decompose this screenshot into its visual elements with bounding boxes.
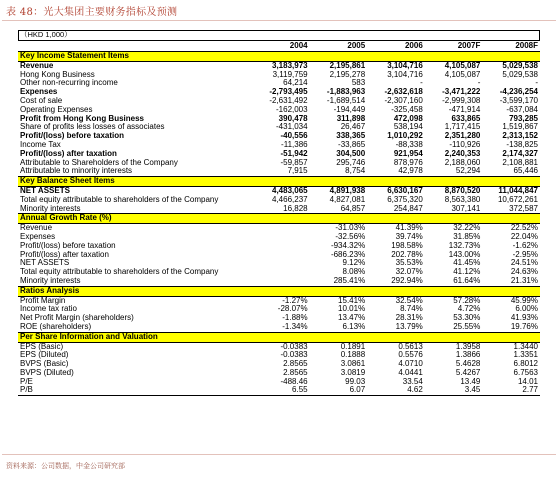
table-row	[18, 351, 540, 360]
row-label: NET ASSETS	[20, 186, 70, 195]
cell-value: 295,746	[336, 158, 366, 167]
row-label: Cost of sale	[20, 96, 63, 105]
cell-value: -0.0383	[280, 342, 308, 351]
table-row	[18, 323, 540, 332]
cell-value: -28.07%	[277, 305, 308, 314]
cell-value: 6.13%	[342, 322, 366, 331]
cell-value: 1,010,292	[387, 132, 423, 141]
section-header-row	[18, 332, 540, 342]
cell-value: 99.03	[345, 377, 366, 386]
cell-value: 4.0441	[398, 368, 423, 377]
year-header: 2004	[289, 41, 308, 50]
cell-value: 41.12%	[453, 268, 481, 277]
cell-value: 6.07	[310, 386, 368, 395]
cell-value: 10.01%	[338, 305, 366, 314]
cell-value: -1.88%	[282, 314, 308, 323]
cell-value: 4,483,065	[272, 186, 308, 195]
table-row	[18, 233, 540, 242]
cell-value: -2,631,492	[269, 96, 308, 105]
cell-value: -2,632,618	[384, 88, 423, 97]
table-row	[18, 277, 540, 286]
cell-value: 198.58%	[391, 241, 423, 250]
cell-value: 1,519,867	[502, 123, 538, 132]
cell-value: 5.4628	[455, 360, 481, 369]
cell-value	[252, 277, 310, 286]
cell-value: 4,105,087	[444, 70, 481, 79]
cell-value: 25.55%	[453, 322, 481, 331]
section-header-row	[18, 214, 540, 224]
cell-value: 338,365	[336, 132, 366, 141]
cell-value: -	[535, 79, 538, 88]
cell-value: 10,672,261	[497, 195, 538, 204]
cell-value	[252, 251, 310, 260]
row-label: Attributable to minority interests	[20, 167, 133, 176]
cell-value: 7,915	[287, 167, 308, 176]
cell-value: 472,098	[393, 114, 423, 123]
cell-value: 6.8012	[513, 360, 538, 369]
row-label: P/B	[18, 386, 252, 395]
cell-value: 16,828	[283, 204, 308, 213]
row-label: Profit/(loss) after taxation	[20, 250, 109, 259]
section-header-row	[18, 52, 540, 62]
row-label: BVPS (Diluted)	[20, 368, 74, 377]
cell-value: 4,466,237	[272, 195, 308, 204]
row-label: Profit/(loss) before taxation	[20, 132, 125, 141]
cell-value: 19.76%	[510, 322, 538, 331]
cell-value: 64,857	[340, 204, 366, 213]
cell-value: 22.52%	[510, 223, 538, 233]
cell-value: 61.64%	[453, 276, 481, 285]
row-label: Minority interests	[20, 204, 81, 213]
cell-value: 45.99%	[510, 296, 538, 305]
table-row	[18, 150, 540, 159]
cell-value: 6.00%	[515, 305, 538, 314]
cell-value: 2,313,152	[502, 132, 538, 141]
row-label: NET ASSETS	[20, 259, 70, 268]
year-header: 2006	[404, 41, 423, 50]
table-row	[18, 242, 540, 251]
cell-value: -11,386	[281, 140, 308, 149]
table-row	[18, 296, 540, 305]
cell-value: -4,236,254	[499, 88, 538, 97]
cell-value: -686.23%	[330, 250, 366, 259]
row-label: Profit/(loss) before taxation	[20, 241, 116, 250]
table-row	[18, 159, 540, 168]
cell-value: 64,214	[283, 79, 308, 88]
cell-value: 2.8565	[283, 368, 308, 377]
table-row	[18, 224, 540, 233]
cell-value: 1.3958	[455, 342, 481, 351]
row-label: Operating Expenses	[20, 105, 93, 114]
cell-value: 42,978	[398, 167, 423, 176]
cell-value: -32.56%	[335, 232, 366, 241]
table-title: 表 48：光大集团主要财务指标及预测	[6, 7, 178, 18]
section-header-row	[18, 177, 540, 187]
row-label: Share of profits less losses of associates	[20, 123, 165, 132]
table-row	[18, 186, 540, 195]
cell-value: -1,689,514	[326, 96, 366, 105]
row-label: Total equity attributable to shareholders of the Company	[20, 268, 219, 277]
cell-value: 202.78%	[391, 250, 423, 259]
cell-value: 22.04%	[510, 232, 538, 241]
cell-value: 41.45%	[453, 259, 481, 268]
cell-value	[252, 268, 310, 277]
cell-value: -1,883,963	[326, 88, 366, 97]
cell-value: 292.94%	[391, 276, 423, 285]
section-header: Key Balance Sheet Items	[18, 177, 540, 187]
cell-value: 6.7563	[513, 368, 538, 377]
cell-value: 41.39%	[395, 223, 423, 233]
cell-value: 6,630,167	[387, 186, 423, 195]
cell-value: 304,500	[336, 149, 366, 158]
cell-value: -31.03%	[335, 223, 366, 233]
cell-value: -2,793,495	[269, 88, 308, 97]
cell-value: 4,891,938	[329, 186, 366, 195]
row-label: Expenses	[20, 232, 56, 241]
row-label: Income Tax	[20, 140, 61, 149]
row-label: Hong Kong Business	[20, 70, 95, 79]
cell-value: -88,338	[395, 140, 423, 149]
cell-value	[252, 224, 310, 233]
row-label: Minority interests	[20, 276, 81, 285]
cell-value: 4,827,081	[329, 195, 366, 204]
cell-value: 5,029,538	[502, 70, 538, 79]
cell-value: 793,285	[509, 114, 538, 123]
cell-value: 583	[351, 79, 366, 88]
table-row	[18, 369, 540, 378]
cell-value: 3,183,973	[272, 61, 308, 70]
year-header: 2007F	[457, 41, 481, 50]
cell-value: 13.47%	[338, 314, 366, 323]
unit-box	[18, 30, 540, 40]
cell-value: -431,034	[276, 123, 308, 132]
cell-value: 372,587	[509, 204, 538, 213]
table-row	[18, 71, 540, 80]
cell-value: -194,449	[333, 105, 366, 114]
cell-value: 13.49	[460, 377, 481, 386]
row-label: Profit/(loss) after taxation	[20, 149, 117, 158]
cell-value: -934.32%	[330, 241, 366, 250]
cell-value: 32.54%	[395, 296, 423, 305]
cell-value: -110,926	[449, 140, 481, 149]
cell-value: -488.46	[280, 377, 308, 386]
table-row	[18, 88, 540, 97]
table-row	[18, 132, 540, 141]
cell-value: 2.8565	[283, 360, 308, 369]
cell-value: 143.00%	[448, 250, 481, 259]
table-row	[18, 314, 540, 323]
section-header: Per Share Information and Valuation	[18, 332, 540, 342]
cell-value: -1.34%	[282, 322, 308, 331]
cell-value: -33,865	[338, 140, 366, 149]
cell-value: 4.0710	[398, 360, 423, 369]
cell-value: 2,195,278	[329, 70, 366, 79]
row-label: Net Profit Margin (shareholders)	[20, 314, 134, 323]
cell-value: 390,478	[278, 114, 308, 123]
cell-value: 254,847	[393, 204, 423, 213]
cell-value: -162,003	[276, 105, 308, 114]
cell-value: 0.5613	[398, 342, 423, 351]
row-label: P/E	[20, 377, 33, 386]
cell-value: 11,044,847	[498, 186, 538, 195]
cell-value	[252, 242, 310, 251]
cell-value: 4.72%	[457, 305, 481, 314]
cell-value: -471,914	[448, 105, 481, 114]
cell-value: 31.85%	[453, 232, 481, 241]
cell-value: -0.0383	[280, 351, 308, 360]
table-row	[18, 167, 540, 176]
table-row	[18, 205, 540, 214]
row-label: Revenue	[20, 223, 53, 233]
row-label: Profit from Hong Kong Business	[20, 114, 144, 123]
cell-value: -40,556	[280, 132, 308, 141]
cell-value: -325,458	[391, 105, 423, 114]
cell-value: -2,307,160	[384, 96, 423, 105]
cell-value: -	[477, 79, 481, 88]
cell-value: 35.53%	[395, 259, 423, 268]
source-note: 资料来源：公司数据，中金公司研究部	[6, 462, 125, 470]
cell-value: 39.74%	[395, 232, 423, 241]
cell-value: 2,174,327	[502, 149, 538, 158]
cell-value: 307,141	[451, 204, 481, 213]
cell-value: 28.31%	[395, 314, 423, 323]
row-label: Income tax ratio	[20, 305, 77, 314]
cell-value	[252, 233, 310, 242]
cell-value: 0.5576	[398, 351, 423, 360]
cell-value: 2.77	[482, 386, 540, 395]
section-header: Key Income Statement Items	[18, 52, 540, 62]
cell-value: 5.4267	[455, 368, 481, 377]
table-row	[18, 196, 540, 205]
cell-value: 15.41%	[338, 296, 366, 305]
row-label: Profit Margin	[20, 296, 66, 305]
cell-value	[252, 259, 310, 268]
cell-value: 3,104,716	[387, 70, 423, 79]
cell-value: 4,105,087	[444, 61, 481, 70]
cell-value: 8,563,380	[444, 195, 481, 204]
cell-value: 1.3351	[513, 351, 538, 360]
cell-value: 4.62	[367, 386, 425, 395]
table-row	[18, 115, 540, 124]
year-header-blank	[18, 41, 252, 52]
row-label: EPS (Basic)	[20, 342, 64, 351]
table-row	[18, 106, 540, 115]
cell-value: 633,865	[451, 114, 481, 123]
cell-value: 24.63%	[510, 268, 538, 277]
cell-value: -138,825	[506, 140, 538, 149]
cell-value: 26,467	[340, 123, 366, 132]
row-label: Revenue	[20, 61, 54, 70]
cell-value: -51,942	[280, 149, 308, 158]
cell-value: -3,599,170	[499, 96, 538, 105]
cell-value: 13.79%	[395, 322, 423, 331]
table-row	[18, 251, 540, 260]
year-header-row	[18, 41, 540, 52]
financial-table	[18, 40, 540, 396]
row-label: Attributable to Shareholders of the Company	[20, 158, 178, 167]
cell-value: 65,446	[513, 167, 538, 176]
source-divider	[2, 454, 556, 455]
row-label: ROE (shareholders)	[20, 322, 92, 331]
cell-value: 3,119,759	[272, 70, 308, 79]
cell-value: 3.45	[425, 386, 483, 395]
cell-value: 878,976	[393, 158, 423, 167]
cell-value: 538,194	[393, 123, 423, 132]
table-row	[18, 305, 540, 314]
row-label: EPS (Diluted)	[20, 351, 69, 360]
cell-value: 285.41%	[333, 276, 366, 285]
cell-value: -1.62%	[512, 241, 538, 250]
cell-value: 9.12%	[342, 259, 366, 268]
cell-value: 0.1891	[340, 342, 366, 351]
cell-value: 8,870,520	[444, 186, 481, 195]
row-label: Total equity attributable to shareholders of the Company	[20, 195, 219, 204]
table-row	[18, 386, 540, 395]
cell-value: 32.07%	[395, 268, 423, 277]
table-row	[18, 79, 540, 88]
cell-value: 8.74%	[400, 305, 423, 314]
cell-value: 24.51%	[510, 259, 538, 268]
cell-value: 6,375,320	[387, 195, 423, 204]
section-header-row	[18, 286, 540, 296]
table-row	[18, 61, 540, 70]
cell-value: 52,294	[455, 167, 481, 176]
cell-value: 32.22%	[453, 223, 481, 233]
cell-value: 3,104,716	[387, 61, 423, 70]
cell-value: 2,108,881	[502, 158, 538, 167]
financial-table-body	[18, 41, 540, 396]
table-row	[18, 259, 540, 268]
cell-value: 0.1888	[340, 351, 366, 360]
table-row	[18, 268, 540, 277]
unit-label: （HKD 1,000）	[20, 30, 72, 39]
table-row	[18, 123, 540, 132]
cell-value: 311,898	[336, 114, 366, 123]
cell-value: 1,717,415	[444, 123, 481, 132]
cell-value: 2,351,280	[444, 132, 481, 141]
cell-value: 53.30%	[453, 314, 481, 323]
cell-value: 8,754	[345, 167, 366, 176]
cell-value: -3,471,222	[442, 88, 481, 97]
cell-value: 921,954	[393, 149, 423, 158]
section-header: Annual Growth Rate (%)	[18, 214, 540, 224]
cell-value: -2,999,308	[442, 96, 481, 105]
row-label: Expenses	[20, 88, 58, 97]
cell-value: -	[420, 79, 423, 88]
cell-value: 1.3440	[513, 342, 538, 351]
cell-value: 1.3866	[455, 351, 481, 360]
title-divider	[2, 20, 556, 21]
cell-value: 132.73%	[448, 241, 481, 250]
cell-value: 2,195,861	[329, 61, 366, 70]
section-header: Ratios Analysis	[18, 286, 540, 296]
table-row	[18, 378, 540, 387]
cell-value: 14.01	[517, 377, 538, 386]
table-row	[18, 141, 540, 150]
row-label: BVPS (Basic)	[20, 360, 69, 369]
table-row	[18, 360, 540, 369]
cell-value: -637,084	[506, 105, 538, 114]
cell-value: -2.95%	[512, 250, 538, 259]
cell-value: 21.31%	[510, 276, 538, 285]
cell-value: 57.28%	[453, 296, 481, 305]
row-label: Other non-recurring income	[20, 79, 118, 88]
table-row	[18, 342, 540, 351]
year-header: 2005	[347, 41, 366, 50]
table-row	[18, 97, 540, 106]
cell-value: -1.27%	[282, 296, 308, 305]
cell-value: -59,857	[280, 158, 308, 167]
cell-value: 41.93%	[510, 314, 538, 323]
cell-value: 6.55	[252, 386, 310, 395]
cell-value: 3.0861	[340, 360, 366, 369]
cell-value: 3.0819	[340, 368, 366, 377]
cell-value: 5,029,538	[502, 61, 538, 70]
year-header: 2008F	[515, 41, 538, 50]
cell-value: 2,188,060	[444, 158, 481, 167]
cell-value: 2,240,353	[444, 149, 481, 158]
cell-value: 8.08%	[342, 268, 366, 277]
cell-value: 33.54	[402, 377, 423, 386]
